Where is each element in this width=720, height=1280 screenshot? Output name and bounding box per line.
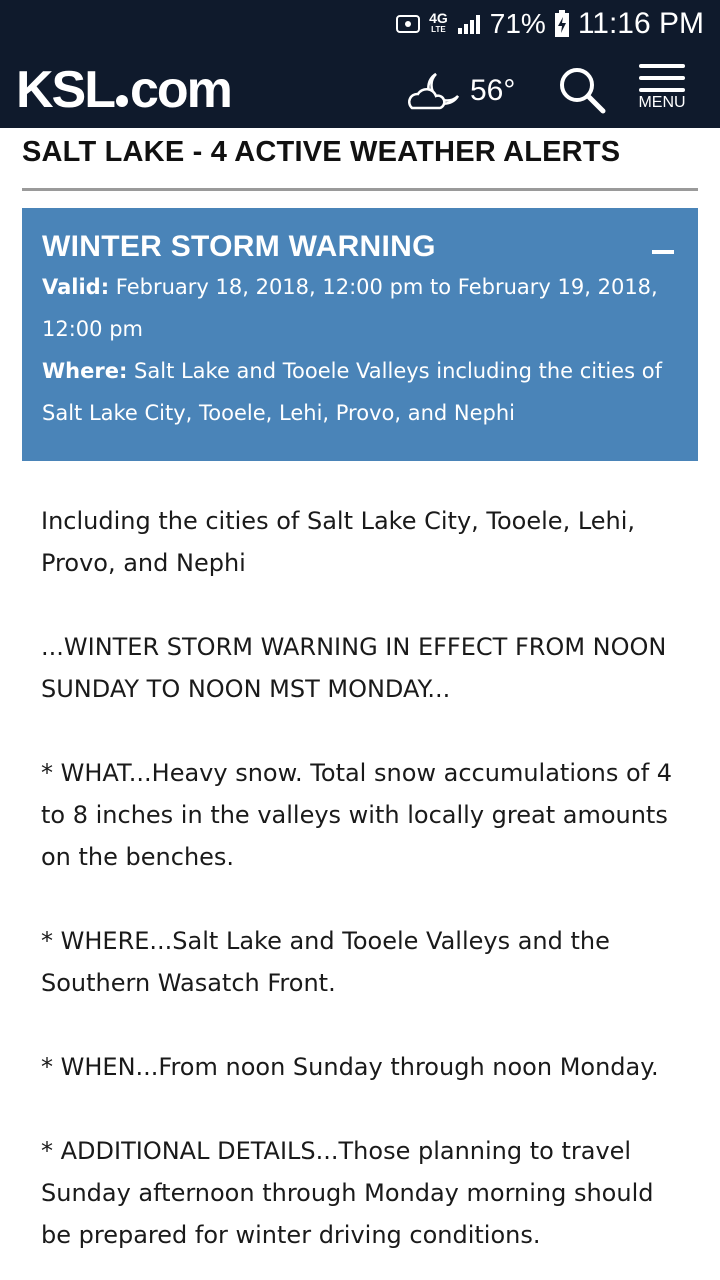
body-paragraph: * ADDITIONAL DETAILS...Those planning to travel Sunday afternoon through Monday morning should be prepared for winter driving conditions.	[41, 1137, 654, 1249]
body-paragraph: * WHEN...From noon Sunday through noon Monday.	[41, 1053, 659, 1081]
where-value: Salt Lake and Tooele Valleys including the cities of Salt Lake City, Tooele, Lehi, Provo, and Nephi	[42, 359, 662, 425]
hamburger-icon	[639, 64, 685, 68]
valid-label: Valid:	[42, 275, 110, 299]
valid-value: February 18, 2018, 12:00 pm to February 19, 2018, 12:00 pm	[42, 275, 658, 341]
body-paragraph: ...WINTER STORM WARNING IN EFFECT FROM NOON SUNDAY TO NOON MST MONDAY...	[41, 633, 667, 703]
page-title: SALT LAKE - 4 ACTIVE WEATHER ALERTS	[22, 136, 621, 168]
clock: 11:16 PM	[577, 7, 704, 40]
ksl-logo[interactable]: KSL com	[16, 61, 231, 119]
alert-where	[42, 350, 678, 434]
signal-icon	[456, 12, 482, 36]
title-divider	[22, 188, 698, 191]
wifi-calling-icon	[395, 12, 421, 36]
battery-charging-icon	[554, 10, 570, 38]
battery-percent: 71%	[489, 8, 546, 39]
alert-title[interactable]: WINTER STORM WARNING	[42, 230, 436, 263]
weather-widget[interactable]	[406, 70, 515, 112]
network-indicator: 4G LTE	[429, 10, 448, 34]
alert-body	[41, 500, 681, 1280]
search-icon[interactable]	[556, 64, 608, 116]
temperature: 56°	[470, 74, 516, 107]
where-label: Where:	[42, 359, 128, 383]
body-paragraph: Including the cities of Salt Lake City, Tooele, Lehi, Provo, and Nephi	[41, 507, 636, 577]
alert-valid	[42, 266, 678, 350]
body-paragraph: * WHAT...Heavy snow. Total snow accumulations of 4 to 8 inches in the valleys with locally great amounts on the benches.	[41, 759, 673, 871]
alert-panel	[22, 208, 698, 461]
body-paragraph: * WHERE...Salt Lake and Tooele Valleys and the Southern Wasatch Front.	[41, 927, 610, 997]
menu-button[interactable]	[636, 64, 688, 120]
status-icons	[395, 0, 704, 48]
status-bar	[0, 0, 720, 48]
menu-label: MENU	[638, 94, 686, 111]
collapse-icon[interactable]	[652, 250, 674, 254]
site-header	[0, 48, 720, 128]
moon-cloud-icon	[406, 70, 462, 112]
